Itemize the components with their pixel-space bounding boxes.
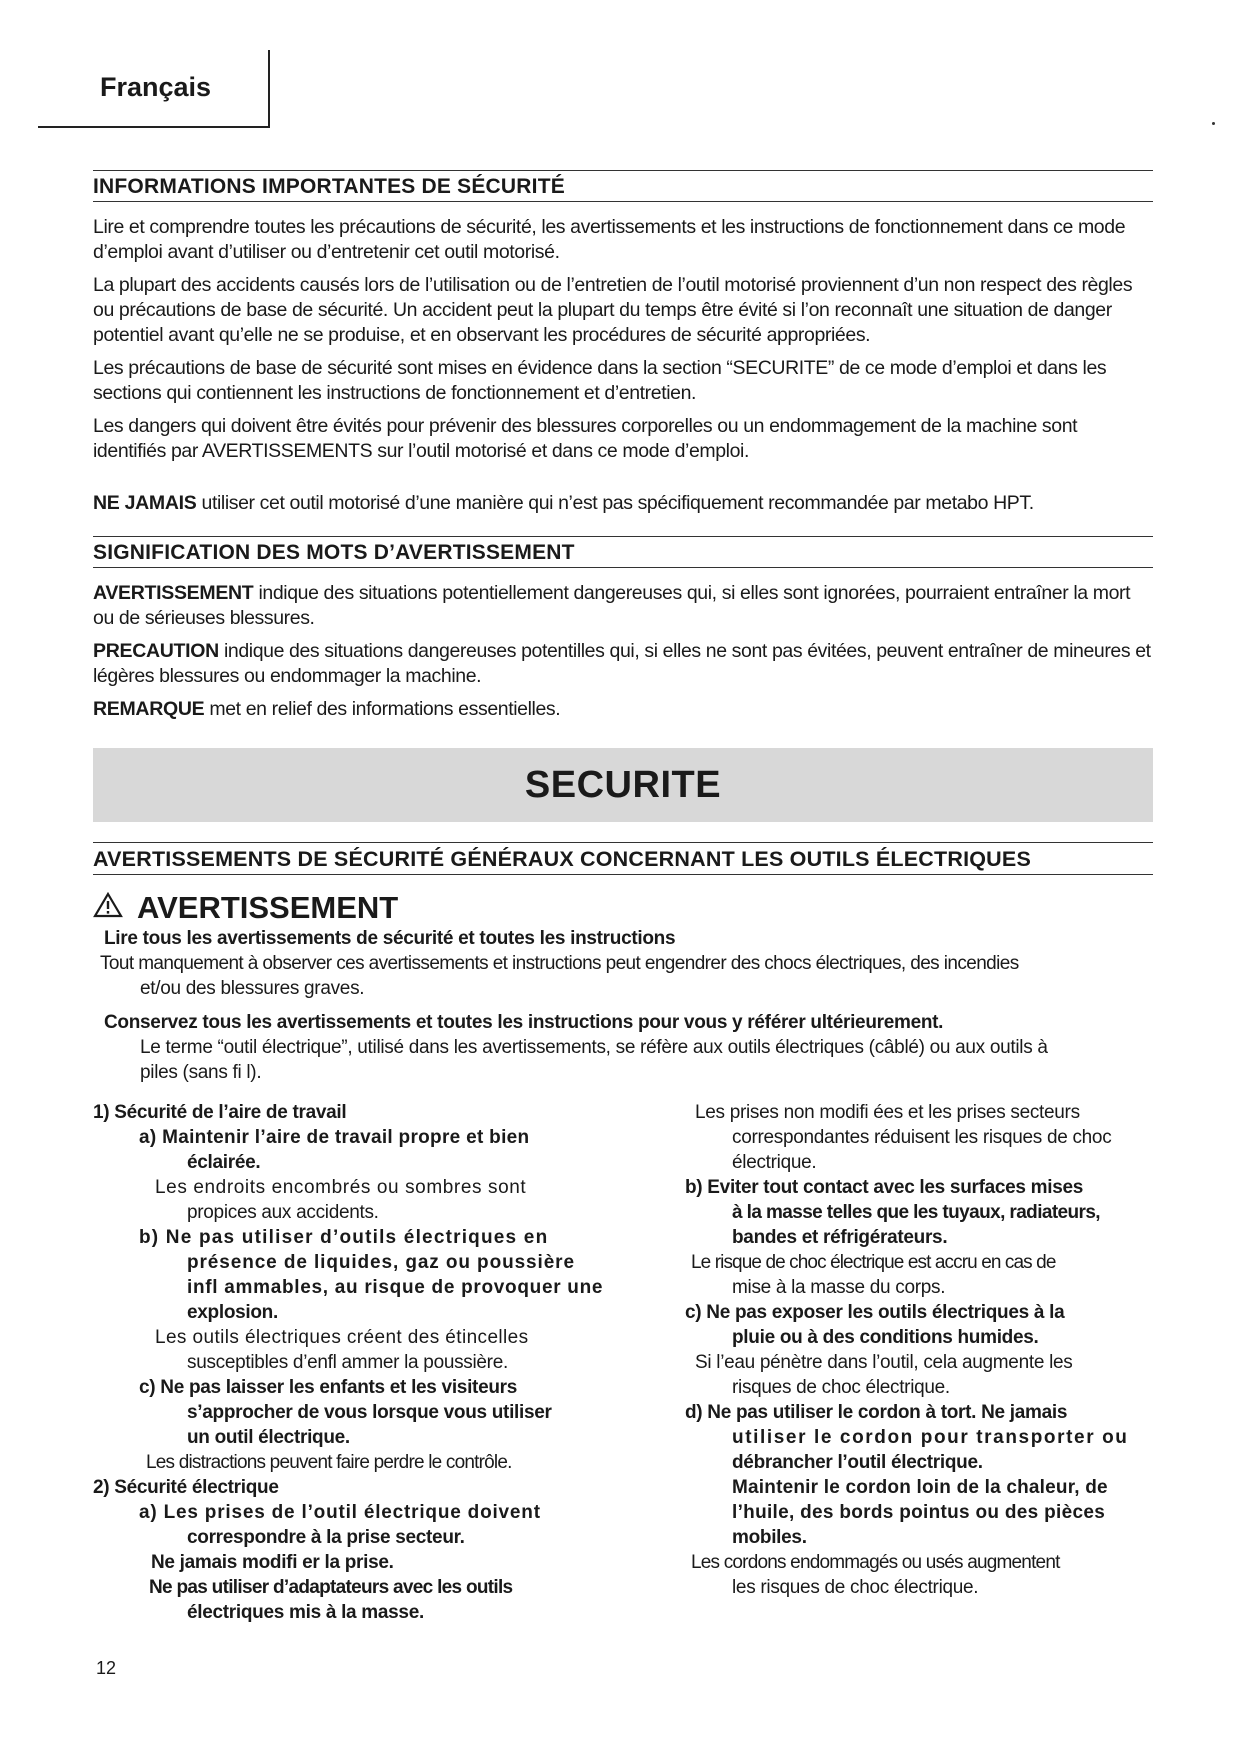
list-item: Les endroits encombrés ou sombres sont (155, 1177, 527, 1198)
list-item: b) Eviter tout contact avec les surfaces mises (685, 1177, 1084, 1198)
list-item: éclairée. (187, 1152, 261, 1173)
keep-instructions: Conservez tous les avertissements et toutes les instructions pour vous y référer ultérieurement. (104, 1012, 944, 1033)
failure-line-1: Tout manquement à observer ces avertissements et instructions peut engendrer des chocs électriques, des incendies (100, 953, 1019, 974)
list-item: b) Ne pas utiliser d’outils électriques en (139, 1227, 549, 1248)
list-item: Les prises non modifi ées et les prises secteurs (695, 1102, 1080, 1123)
list-item: a) Les prises de l’outil électrique doivent (139, 1502, 541, 1523)
info-body (93, 215, 1153, 472)
list-item: Les cordons endommagés ou usés augmentent (691, 1552, 1060, 1573)
list-item: s’approcher de vous lorsque vous utiliser (187, 1402, 552, 1423)
failure-line-2: et/ou des blessures graves. (140, 978, 365, 999)
list-item: présence de liquides, gaz ou poussière (187, 1252, 575, 1273)
read-all-instructions: Lire tous les avertissements de sécurité et toutes les instructions (104, 928, 676, 949)
info-paragraph-2: La plupart des accidents causés lors de l’utilisation ou de l’entretien de l’outil motorisé proviennent d’un non respect des règles ou précautions de base de sécurité. Un accident peut la plupart du temps être évité si l’on reconnaît une situation de danger potentiel avant qu’elle ne se produise, et en observant les procédures de sécurité appropriées. (93, 274, 1133, 346)
page-number: 12 (96, 1658, 117, 1678)
term-line-2: piles (sans fi l). (140, 1062, 262, 1083)
info-paragraph-1: Lire et comprendre toutes les précautions de sécurité, les avertissements et les instructions de fonctionnement dans ce mode d’emploi avant d’utiliser ou d’entretenir cet outil motorisé. (93, 216, 1126, 263)
list-item: c) Ne pas laisser les enfants et les visiteurs (139, 1377, 518, 1398)
list-heading: 2) Sécurité électrique (93, 1477, 279, 1498)
list-item: débrancher l’outil électrique. (732, 1452, 983, 1473)
signification-section-title: SIGNIFICATION DES MOTS D’AVERTISSEMENT (93, 536, 1153, 568)
caution-definition: indique des situations dangereuses potentilles qui, si elles ne sont pas évitées, peuvent entraîner de mineures et légères blessures ou endommager la machine. (93, 640, 1151, 687)
warning-triangle-icon (93, 890, 123, 926)
never-label: NE JAMAIS (93, 492, 197, 514)
list-item: Les distractions peuvent faire perdre le contrôle. (146, 1452, 512, 1473)
warning-heading-text: AVERTISSEMENT (137, 890, 399, 925)
list-item: infl ammables, au risque de provoquer une (187, 1277, 604, 1298)
info-section-title: INFORMATIONS IMPORTANTES DE SÉCURITÉ (93, 170, 1153, 202)
list-item: c) Ne pas exposer les outils électriques à la (685, 1302, 1065, 1323)
left-column (93, 1100, 653, 1625)
list-item: Si l’eau pénètre dans l’outil, cela augmente les (695, 1352, 1073, 1373)
list-item: Les outils électriques créent des étincelles (155, 1327, 529, 1348)
list-item: bandes et réfrigérateurs. (732, 1227, 948, 1248)
general-warnings-title: AVERTISSEMENTS DE SÉCURITÉ GÉNÉRAUX CONCERNANT LES OUTILS ÉLECTRIQUES (93, 842, 1153, 875)
right-column (685, 1100, 1155, 1600)
list-item: Le risque de choc électrique est accru en cas de (691, 1252, 1056, 1273)
info-paragraph-4: Les dangers qui doivent être évités pour prévenir des blessures corporelles ou un endommagement de la machine sont identifiés par AVERTISSEMENTS sur l’outil motorisé et dans ce mode d’emploi. (93, 415, 1078, 462)
warning-definition: indique des situations potentiellement dangereuses qui, si elles sont ignorées, pourraient entraîner la mort ou de sérieuses blessures. (93, 582, 1131, 629)
securite-banner: SECURITE (93, 748, 1153, 822)
list-item: électrique. (732, 1152, 817, 1173)
note-term: REMARQUE (93, 698, 205, 720)
note-definition: met en relief des informations essentielles. (204, 698, 561, 720)
list-heading: 1) Sécurité de l’aire de travail (93, 1102, 347, 1123)
list-item: pluie ou à des conditions humides. (732, 1327, 1039, 1348)
language-label: Français (100, 72, 212, 102)
list-item: à la masse telles que les tuyaux, radiateurs, (732, 1202, 1100, 1223)
list-item: Ne pas utiliser d’adaptateurs avec les outils (149, 1577, 513, 1598)
list-item: a) Maintenir l’aire de travail propre et bien (139, 1127, 530, 1148)
list-item: d) Ne pas utiliser le cordon à tort. Ne jamais (685, 1402, 1068, 1423)
list-item: mise à la masse du corps. (732, 1277, 946, 1298)
list-item: électriques mis à la masse. (187, 1602, 424, 1623)
list-item: correspondantes réduisent les risques de choc (732, 1127, 1112, 1148)
caution-term: PRECAUTION (93, 640, 219, 662)
signification-body (93, 581, 1153, 730)
list-item: mobiles. (732, 1527, 807, 1548)
warning-heading (93, 890, 398, 926)
list-item: risques de choc électrique. (732, 1377, 950, 1398)
list-item: propices aux accidents. (187, 1202, 379, 1223)
warning-term: AVERTISSEMENT (93, 582, 254, 604)
page-dot (1212, 122, 1215, 125)
list-item: explosion. (187, 1302, 278, 1323)
never-paragraph (93, 491, 1153, 524)
list-item: correspondre à la prise secteur. (187, 1527, 465, 1548)
list-item: Ne jamais modifi er la prise. (151, 1552, 394, 1573)
term-line-1: Le terme “outil électrique”, utilisé dans les avertissements, se réfère aux outils électriques (câblé) ou aux outils à (140, 1037, 1048, 1058)
list-item: un outil électrique. (187, 1427, 350, 1448)
list-item: l’huile, des bords pointus ou des pièces (732, 1502, 1106, 1523)
list-item: les risques de choc électrique. (732, 1577, 979, 1598)
never-text: utiliser cet outil motorisé d’une manière qui n’est pas spécifiquement recommandée par metabo HPT. (196, 492, 1034, 514)
list-item: utiliser le cordon pour transporter ou (732, 1427, 1129, 1448)
list-item: susceptibles d’enfl ammer la poussière. (187, 1352, 508, 1373)
info-paragraph-3: Les précautions de base de sécurité sont mises en évidence dans la section “SECURITE” de ce mode d’emploi et dans les sections qui contiennent les instructions de fonctionnement et d’entretien. (93, 357, 1107, 404)
list-item: Maintenir le cordon loin de la chaleur, de (732, 1477, 1108, 1498)
